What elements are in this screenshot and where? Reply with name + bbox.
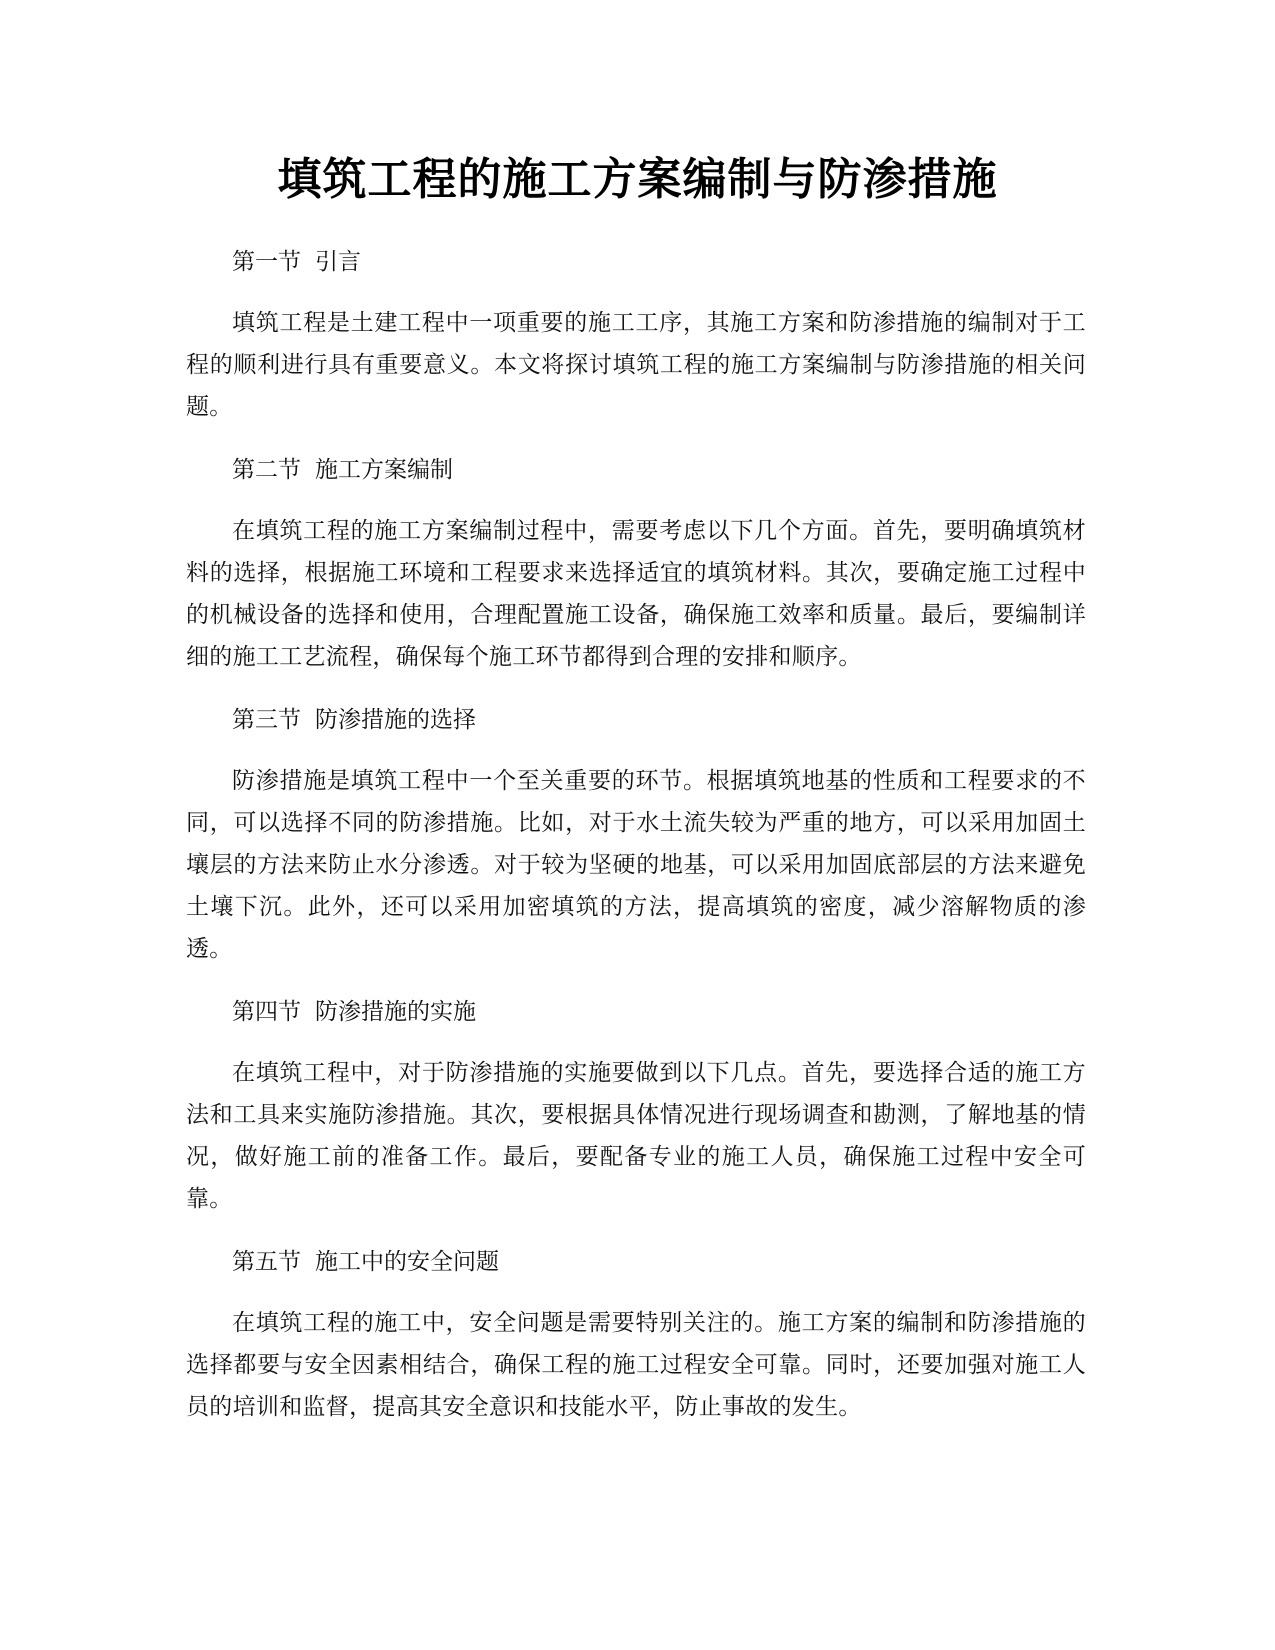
section-construction-plan <box>186 448 1086 678</box>
section-paragraph: 填筑工程是土建工程中一项重要的施工工序，其施工方案和防渗措施的编制对于工程的顺利进行具有重要意义。本文将探讨填筑工程的施工方案编制与防渗措施的相关问题。 <box>186 310 1086 420</box>
section-paragraph: 防渗措施是填筑工程中一个至关重要的环节。根据填筑地基的性质和工程要求的不同，可以选择不同的防渗措施。比如，对于水土流失较为严重的地方，可以采用加固土壤层的方法来防止水分渗透。对于较为坚硬的地基，可以采用加固底部层的方法来避免土壤下沉。此外，还可以采用加密填筑的方法，提高填筑的密度，减少溶解物质的渗透。 <box>186 768 1086 962</box>
section-number: 第一节 <box>232 249 301 275</box>
section-heading <box>186 448 1086 492</box>
section-heading <box>186 698 1086 742</box>
section-title: 防渗措施的选择 <box>315 707 476 733</box>
section-title: 防渗措施的实施 <box>315 999 476 1025</box>
section-title: 施工中的安全问题 <box>315 1249 499 1275</box>
document-body <box>186 240 1086 1448</box>
section-number: 第四节 <box>232 999 301 1025</box>
document-title: 填筑工程的施工方案编制与防渗措施 <box>277 154 998 205</box>
section-heading <box>186 240 1086 284</box>
section-paragraph: 在填筑工程的施工中，安全问题是需要特别关注的。施工方案的编制和防渗措施的选择都要与安全因素相结合，确保工程的施工过程安全可靠。同时，还要加强对施工人员的培训和监督，提高其安全意识和技能水平，防止事故的发生。 <box>186 1310 1086 1420</box>
section-number: 第五节 <box>232 1249 301 1275</box>
section-paragraph: 在填筑工程中，对于防渗措施的实施要做到以下几点。首先，要选择合适的施工方法和工具来实施防渗措施。其次，要根据具体情况进行现场调查和勘测，了解地基的情况，做好施工前的准备工作。最后，要配备专业的施工人员，确保施工过程中安全可靠。 <box>186 1060 1086 1212</box>
section-introduction <box>186 240 1086 428</box>
section-heading <box>186 990 1086 1034</box>
section-seepage-implementation <box>186 990 1086 1220</box>
section-seepage-selection <box>186 698 1086 970</box>
section-safety <box>186 1240 1086 1428</box>
section-title: 引言 <box>315 249 361 275</box>
section-number: 第二节 <box>232 457 301 483</box>
section-number: 第三节 <box>232 707 301 733</box>
section-title: 施工方案编制 <box>315 457 453 483</box>
section-heading <box>186 1240 1086 1284</box>
section-paragraph: 在填筑工程的施工方案编制过程中，需要考虑以下几个方面。首先，要明确填筑材料的选择，根据施工环境和工程要求来选择适宜的填筑材料。其次，要确定施工过程中的机械设备的选择和使用，合理配置施工设备，确保施工效率和质量。最后，要编制详细的施工工艺流程，确保每个施工环节都得到合理的安排和顺序。 <box>186 518 1086 670</box>
